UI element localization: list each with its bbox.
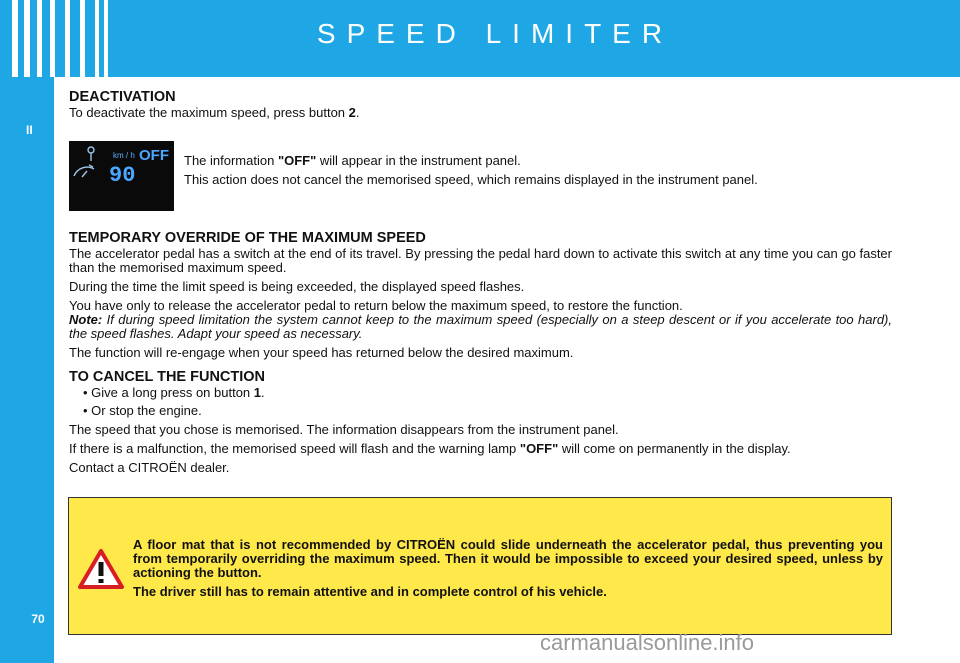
override-p4: The function will re-engage when your speed has returned below the desired maximum. — [69, 345, 574, 360]
cancel-bullet-2: • Or stop the engine. — [83, 403, 202, 418]
panel-info-after: will appear in the instrument panel. — [316, 153, 521, 168]
deactivation-text-before: To deactivate the maximum speed, press button — [69, 105, 349, 120]
note-label: Note: — [69, 312, 103, 327]
override-p1: The accelerator pedal has a switch at the end of its travel. By pressing the pedal hard down to activate this switch at any time you can go faster than the memorised maximum speed. — [69, 246, 892, 275]
panel-info-before: The information — [184, 153, 278, 168]
panel-info-line2: This action does not cancel the memorised speed, which remains displayed in the instrument panel. — [184, 172, 758, 187]
override-heading: TEMPORARY OVERRIDE OF THE MAXIMUM SPEED — [69, 230, 426, 246]
cancel-p1: The speed that you chose is memorised. The information disappears from the instrument panel. — [69, 422, 619, 437]
panel-info-line1 — [184, 154, 892, 168]
instrument-display — [69, 141, 174, 211]
bullet1-before: • Give a long press on button — [83, 385, 254, 400]
warning-text — [133, 538, 883, 604]
override-p2: During the time the limit speed is being exceeded, the displayed speed flashes. — [69, 279, 525, 294]
cancel-p2 — [69, 442, 892, 456]
override-note — [69, 313, 892, 341]
watermark: carmanualsonline.info — [540, 630, 755, 655]
warning-p1: A floor mat that is not recommended by CITROËN could slide underneath the accelerator pedal, thus preventing you from temporarily overriding the maximum speed. Then it would be impossible to exceed your desired speed, unless by actioning the button. — [133, 537, 883, 580]
page-title: SPEED LIMITER — [316, 18, 674, 49]
warning-icon — [77, 548, 125, 590]
override-p3: You have only to release the accelerator pedal to return below the maximum speed, to restore the function. — [69, 298, 683, 313]
deactivation-section — [69, 88, 892, 125]
button-number: 2 — [348, 105, 356, 120]
cancel-p2-before: If there is a malfunction, the memorised speed will flash and the warning lamp — [69, 441, 520, 456]
unit-label: km / h — [113, 151, 135, 160]
header-banner — [0, 0, 960, 77]
cancel-p3: Contact a CITROËN dealer. — [69, 460, 230, 475]
note-text: If during speed limitation the system cannot keep to the maximum speed (especially on a steep descent or if you accelerate too hard), the speed flashes. Adapt your speed as necessary. — [69, 312, 892, 341]
speed-limiter-icon — [74, 147, 94, 177]
deactivation-text — [69, 106, 892, 120]
bullet1-after: . — [261, 385, 265, 400]
panel-info — [184, 154, 892, 192]
override-section — [69, 229, 892, 480]
cancel-p2-after: will come on permanently in the display. — [558, 441, 791, 456]
deactivation-text-after: . — [355, 105, 360, 120]
off-indicator: OFF — [139, 147, 169, 164]
warning-box — [68, 497, 892, 635]
page-number: 70 — [31, 612, 45, 626]
warning-p2: The driver still has to remain attentive and in complete control of his vehicle. — [133, 584, 607, 599]
sidebar — [0, 77, 54, 663]
cancel-p2-off: "OFF" — [519, 441, 559, 456]
speed-readout: 90 — [109, 163, 136, 188]
deactivation-heading: DEACTIVATION — [69, 89, 176, 105]
display-graphic — [69, 141, 174, 211]
cancel-heading: TO CANCEL THE FUNCTION — [69, 369, 266, 385]
bullet1-number: 1 — [253, 385, 261, 400]
panel-info-off: "OFF" — [277, 153, 317, 168]
cancel-bullet-1 — [69, 386, 892, 400]
chapter-label: II — [26, 123, 33, 137]
